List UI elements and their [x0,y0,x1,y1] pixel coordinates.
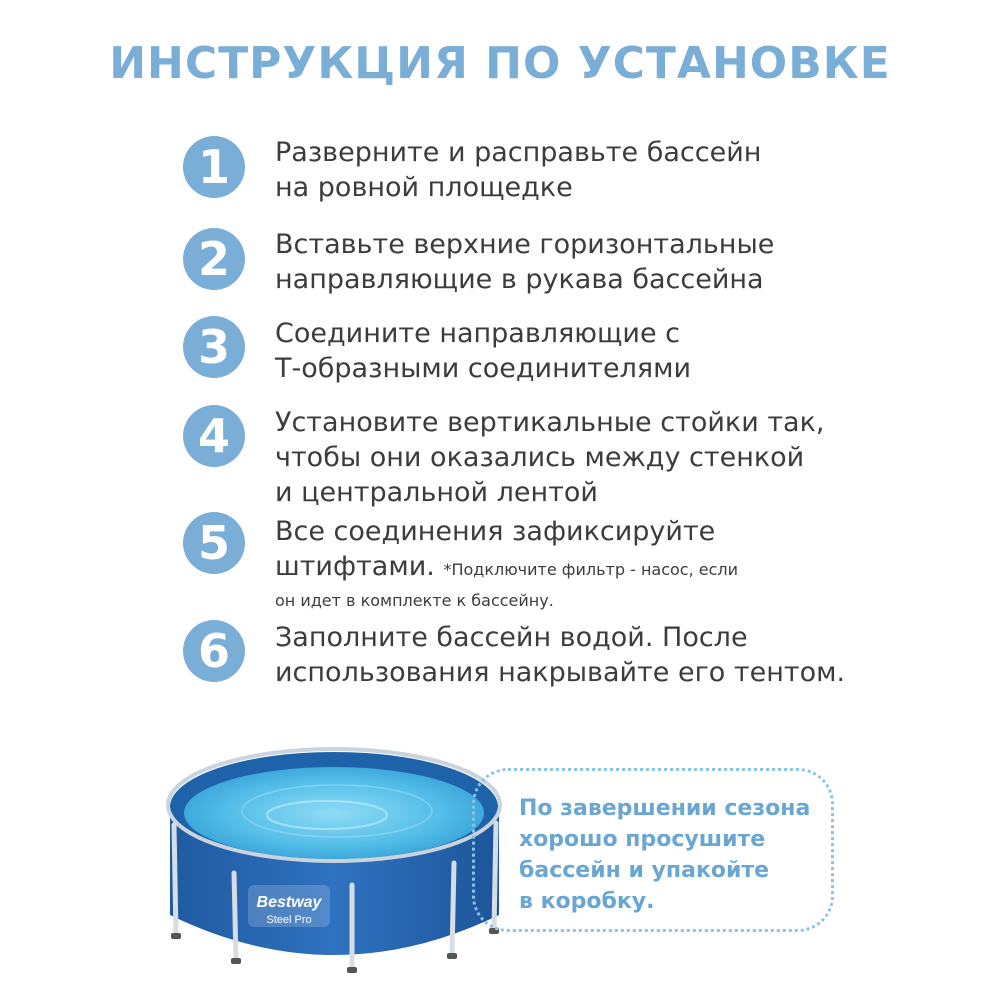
step-text-line: Т-образными соединителями [275,353,692,384]
step-text-line: штифтами. [275,551,435,582]
step-text [275,620,935,690]
step-text-line: Разверните и расправьте бассейн [275,137,762,168]
tip-line: хорошо просушите [519,827,766,852]
step-text-line: и центральной лентой [275,477,598,508]
step-note: *Подключите фильтр - насос, если [443,560,739,579]
tip-text [519,793,839,917]
step-text-line: чтобы они оказались между стенкой [275,442,805,473]
step-text [275,316,935,386]
step-text-line: Вставьте верхние горизонтальные [275,229,775,260]
step-number-badge: 6 [183,620,245,682]
page-title: ИНСТРУКЦИЯ ПО УСТАНОВКЕ [109,38,891,89]
tip-line: По завершении сезона [519,796,811,821]
pool-model: Steel Pro [266,914,312,926]
step-text-line: Заполните бассейн водой. После [275,622,748,653]
step-note: он идет в комплекте к бассейну. [275,591,554,610]
step-number-badge: 5 [183,512,245,574]
tip-line: в коробку. [519,889,655,914]
step-text-line: на ровной площедке [275,172,573,203]
pool-brand: Bestway [256,894,322,911]
bestway-logo [248,885,330,927]
pool-illustration [162,745,507,975]
tip-line: бассейн и упакойте [519,858,770,883]
step-number-badge: 1 [183,136,245,198]
step-number-badge: 4 [183,405,245,467]
step-text [275,514,935,616]
step-text [275,135,935,205]
step-text-line: использования накрывайте его тентом. [275,657,846,688]
tip-bubble [472,768,834,932]
step-text [275,405,935,510]
step-number-badge: 3 [183,316,245,378]
step-text [275,227,935,297]
step-text-line-with-note [275,549,935,586]
step-text-line: направляющие в рукава бассейна [275,264,764,295]
step-text-line: Все соединения зафиксируйте [275,516,716,547]
step-number-badge: 2 [183,228,245,290]
step-text-line: Установите вертикальные стойки так, [275,407,825,438]
step-text-line: Соедините направляющие с [275,318,681,349]
